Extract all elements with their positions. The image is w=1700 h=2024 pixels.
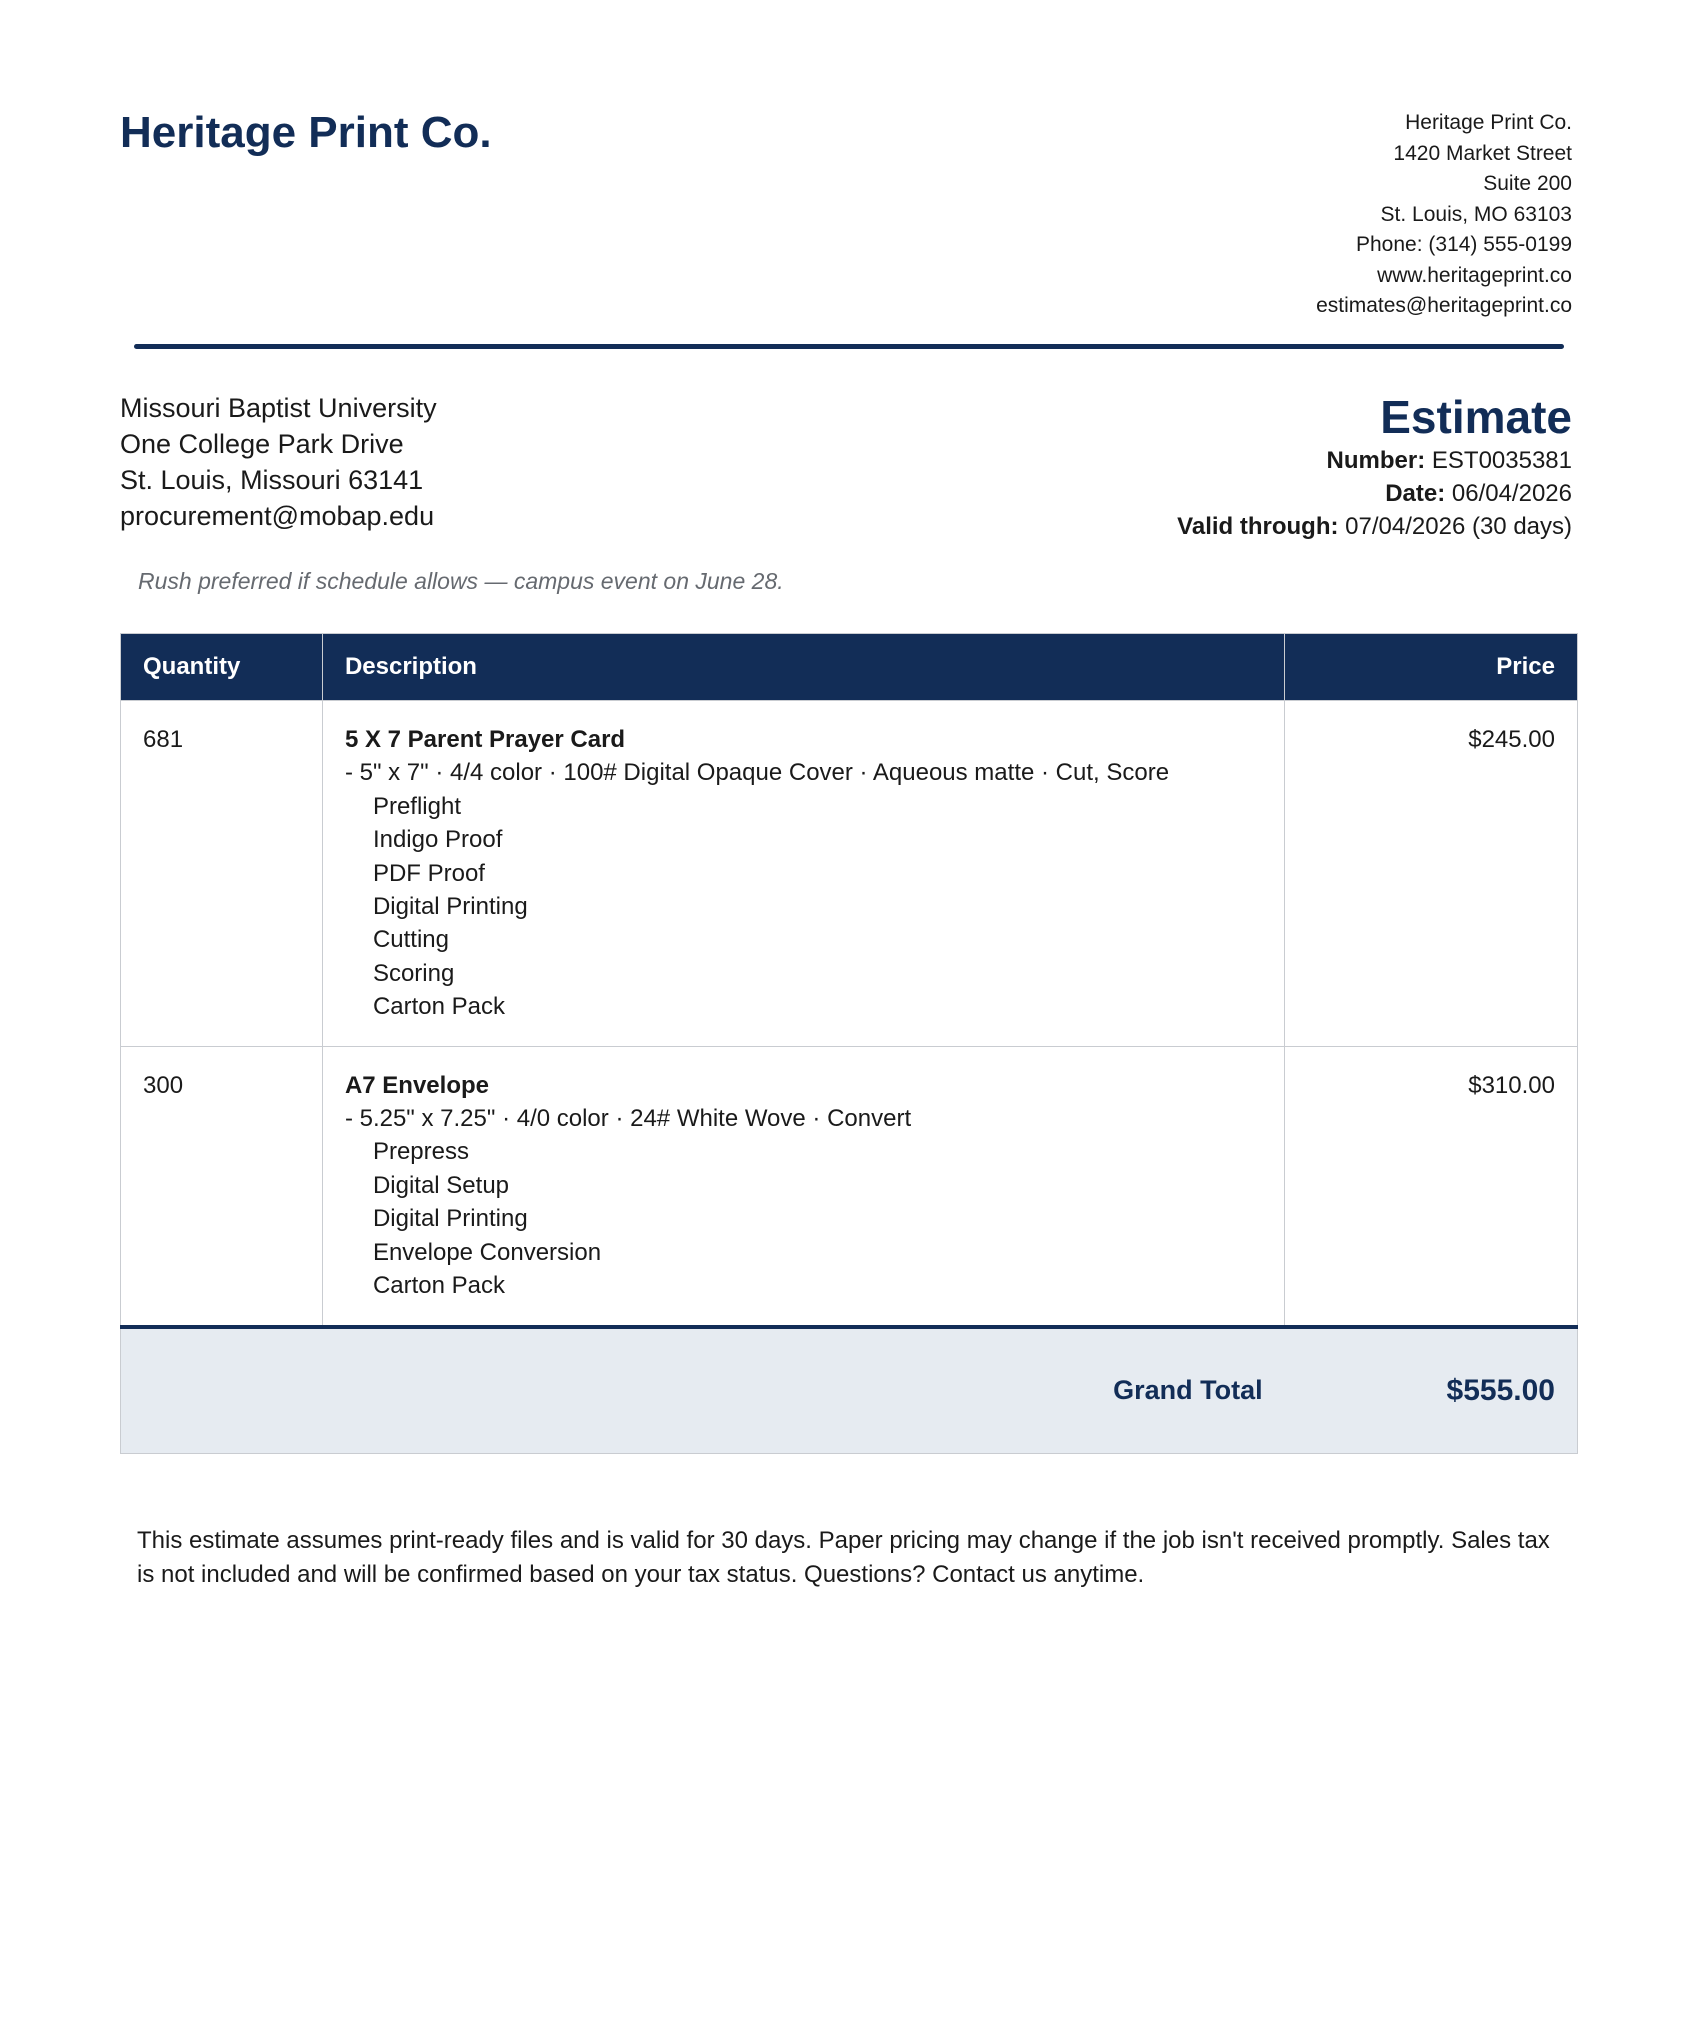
estimate-info [1177, 390, 1572, 543]
item-step: Indigo Proof [372, 826, 503, 854]
estimate-valid-line [1177, 510, 1572, 543]
quantity-header: Quantity [121, 634, 323, 701]
estimate-date-label: Date: [1385, 480, 1446, 507]
client-email: procurement@mobap.edu [120, 501, 435, 531]
estimate-number-line [1177, 444, 1572, 477]
customer-note: Rush preferred if schedule allows — campus event on June 28. [138, 568, 784, 594]
company-address-name: Heritage Print Co. [1405, 111, 1572, 134]
grand-total-value: $555.00 [1285, 1327, 1578, 1454]
item-spec: - 5.25" x 7.25" · 4/0 color · 24# White Wove · Convert [344, 1105, 912, 1133]
table-header-row [121, 634, 1578, 701]
item-quantity: 300 [121, 1046, 323, 1326]
item-step: Envelope Conversion [372, 1238, 602, 1266]
item-name: A7 Envelope [344, 1071, 489, 1099]
price-header: Price [1285, 634, 1578, 701]
estimate-number-label: Number: [1326, 447, 1426, 474]
company-address-city: St. Louis, MO 63103 [1380, 202, 1572, 226]
item-spec: - 5" x 7" · 4/4 color · 100# Digital Opaque Cover · Aqueous matte · Cut, Score [344, 759, 1170, 787]
estimate-valid-label: Valid through: [1177, 513, 1339, 540]
item-description [322, 701, 1284, 1047]
grand-total-spacer [121, 1327, 323, 1454]
header-divider [134, 344, 1564, 349]
client-name: Missouri Baptist University [120, 393, 437, 423]
item-step: Prepress [372, 1138, 469, 1166]
estimate-number: EST0035381 [1431, 447, 1572, 474]
item-price: $245.00 [1285, 701, 1578, 1047]
company-address-suite: Suite 200 [1483, 172, 1572, 195]
grand-total-label: Grand Total [322, 1327, 1284, 1454]
item-step: Digital Setup [372, 1171, 510, 1199]
grand-total-row [121, 1327, 1578, 1454]
item-price: $310.00 [1285, 1046, 1578, 1326]
company-address-street: 1420 Market Street [1393, 141, 1572, 165]
estimate-valid-date: 07/04/2026 (30 days) [1345, 513, 1572, 540]
item-step: Carton Pack [372, 1272, 505, 1300]
estimate-date: 06/04/2026 [1451, 480, 1572, 507]
client-city: St. Louis, Missouri 63141 [120, 465, 424, 495]
item-step: PDF Proof [372, 859, 485, 887]
document-title: Estimate [1380, 391, 1572, 443]
table-row [121, 1046, 1578, 1326]
line-items-table [120, 633, 1578, 1454]
item-step: Preflight [372, 792, 461, 820]
item-step: Digital Printing [372, 893, 528, 921]
estimate-date-line [1177, 477, 1572, 510]
company-name: Heritage Print Co. [120, 108, 492, 157]
company-website: www.heritageprint.co [1377, 263, 1572, 287]
item-step: Cutting [372, 926, 449, 954]
item-description [322, 1046, 1284, 1326]
item-name: 5 X 7 Parent Prayer Card [344, 726, 626, 753]
table-row [121, 701, 1578, 1047]
item-step: Scoring [372, 959, 455, 987]
item-quantity: 681 [121, 701, 323, 1047]
client-address [120, 390, 437, 534]
client-street: One College Park Drive [120, 429, 404, 459]
company-phone: Phone: (314) 555-0199 [1356, 233, 1572, 256]
company-address [1316, 108, 1572, 322]
terms-text: This estimate assumes print-ready files and is valid for 30 days. Paper pricing may change if the job isn't received promptly. Sales tax is not included and will be confirmed based on your tax status. Questions? Contact us anytime. [137, 1527, 1550, 1588]
description-header: Description [322, 634, 1284, 701]
item-step: Digital Printing [372, 1205, 528, 1233]
company-email: estimates@heritageprint.co [1316, 294, 1572, 317]
item-step: Carton Pack [372, 993, 505, 1021]
